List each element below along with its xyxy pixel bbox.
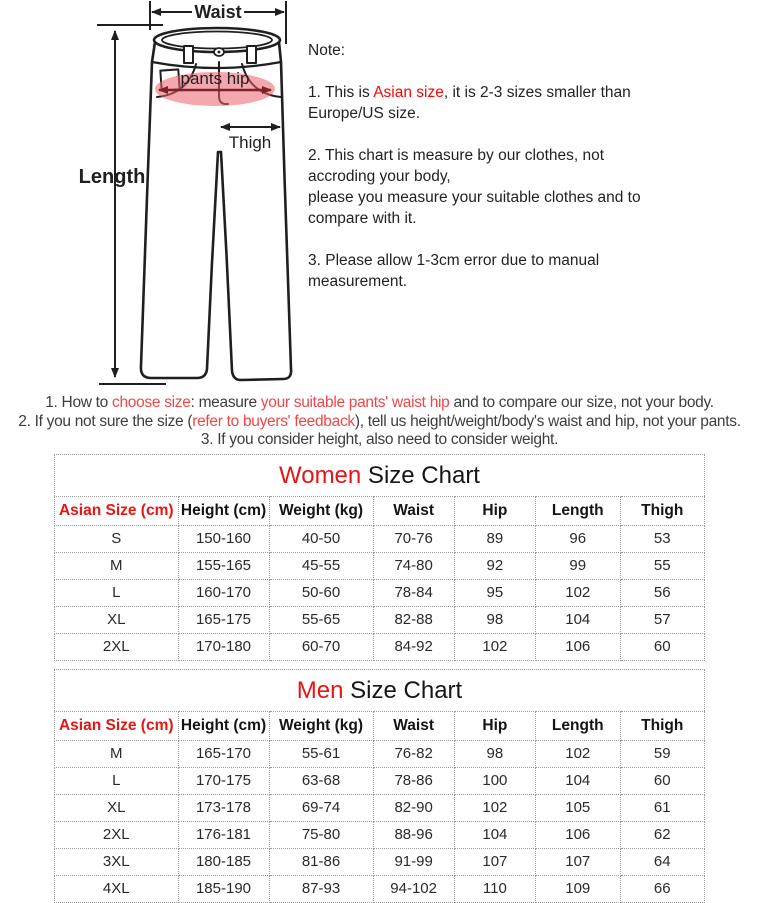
table-cell: 4XL — [55, 875, 179, 902]
table-cell: 2XL — [55, 633, 179, 660]
table-cell: 104 — [536, 606, 621, 633]
table-cell: S — [55, 525, 179, 552]
table-cell: 63-68 — [269, 767, 373, 794]
table-row — [55, 875, 705, 902]
men-size-table — [54, 711, 705, 903]
table-cell: 2XL — [55, 821, 179, 848]
women-size-table — [54, 496, 705, 661]
table-cell: 180-185 — [178, 848, 269, 875]
table-cell: 45-55 — [269, 552, 373, 579]
table-cell: 107 — [454, 848, 535, 875]
table-cell: 81-86 — [269, 848, 373, 875]
pants-measurement-diagram — [0, 0, 310, 392]
thigh-label: Thigh — [228, 133, 272, 152]
instruction-line-1: 1. How to choose size: measure your suitable pants' waist hip and to compare our size, not your body. — [45, 394, 714, 411]
table-row — [55, 821, 705, 848]
table-cell: 70-76 — [373, 525, 454, 552]
table-cell: 107 — [536, 848, 621, 875]
table-row — [55, 767, 705, 794]
table-cell: 176-181 — [178, 821, 269, 848]
table-cell: L — [55, 579, 179, 606]
column-header: Hip — [454, 711, 535, 740]
table-cell: 69-74 — [269, 794, 373, 821]
table-cell: 91-99 — [373, 848, 454, 875]
column-header: Height (cm) — [178, 711, 269, 740]
table-row — [55, 740, 705, 767]
note-2: 2. This chart is measure by our clothes, not accroding your body, please you measure your suitable clothes and to compare with it. — [308, 147, 641, 227]
table-cell: 173-178 — [178, 794, 269, 821]
column-header: Asian Size (cm) — [55, 711, 179, 740]
table-cell: 75-80 — [269, 821, 373, 848]
table-cell: 155-165 — [178, 552, 269, 579]
instruction-line-3: 3. If you consider height, also need to consider weight. — [200, 431, 559, 449]
table-cell: 98 — [454, 606, 535, 633]
hip-label: pants hip — [180, 69, 250, 88]
table-cell: 76-82 — [373, 740, 454, 767]
belt-loop — [184, 46, 193, 63]
table-cell: 57 — [620, 606, 705, 633]
table-row — [55, 633, 705, 660]
table-row — [55, 525, 705, 552]
table-cell: 102 — [454, 794, 535, 821]
table-cell: 59 — [620, 740, 705, 767]
table-cell: 74-80 — [373, 552, 454, 579]
table-cell: 104 — [454, 821, 535, 848]
table-cell: 84-92 — [373, 633, 454, 660]
table-cell: 102 — [536, 579, 621, 606]
table-cell: 3XL — [55, 848, 179, 875]
table-cell: 61 — [620, 794, 705, 821]
note-3: 3. Please allow 1-3cm error due to manual measurement. — [308, 252, 600, 290]
table-cell: M — [55, 740, 179, 767]
table-cell: 60 — [620, 633, 705, 660]
table-cell: 88-96 — [373, 821, 454, 848]
column-header: Thigh — [620, 711, 705, 740]
waist-label: Waist — [194, 2, 242, 22]
men-size-chart — [54, 669, 705, 903]
table-row — [55, 848, 705, 875]
table-cell: 55-61 — [269, 740, 373, 767]
table-cell: 89 — [454, 525, 535, 552]
column-header: Asian Size (cm) — [55, 496, 179, 525]
header-row — [55, 711, 705, 740]
table-cell: 106 — [536, 633, 621, 660]
column-header: Length — [536, 496, 621, 525]
table-row — [55, 794, 705, 821]
table-cell: 106 — [536, 821, 621, 848]
table-cell: L — [55, 767, 179, 794]
table-cell: 100 — [454, 767, 535, 794]
table-cell: XL — [55, 606, 179, 633]
table-cell: 87-93 — [269, 875, 373, 902]
table-row — [55, 579, 705, 606]
table-cell: M — [55, 552, 179, 579]
table-cell: 82-88 — [373, 606, 454, 633]
asian-size-highlight: Asian size — [373, 84, 444, 101]
table-cell: 64 — [620, 848, 705, 875]
table-cell: 170-175 — [178, 767, 269, 794]
table-cell: 94-102 — [373, 875, 454, 902]
column-header: Weight (kg) — [269, 496, 373, 525]
table-cell: 40-50 — [269, 525, 373, 552]
table-cell: 92 — [454, 552, 535, 579]
column-header: Waist — [373, 711, 454, 740]
table-cell: 50-60 — [269, 579, 373, 606]
table-cell: 98 — [454, 740, 535, 767]
table-cell: 60 — [620, 767, 705, 794]
table-cell: 102 — [536, 740, 621, 767]
table-cell: 78-84 — [373, 579, 454, 606]
table-cell: 110 — [454, 875, 535, 902]
table-cell: 185-190 — [178, 875, 269, 902]
table-row — [55, 552, 705, 579]
women-size-chart — [54, 454, 705, 661]
table-cell: 56 — [620, 579, 705, 606]
table-cell: 105 — [536, 794, 621, 821]
length-label: Length — [78, 166, 146, 188]
table-cell: 55-65 — [269, 606, 373, 633]
table-cell: 104 — [536, 767, 621, 794]
table-cell: 170-180 — [178, 633, 269, 660]
instruction-line-2: 2. If you not sure the size (refer to buyers' feedback), tell us height/weight/body's waist and hip, not your pants. — [18, 412, 741, 430]
measurement-section — [0, 0, 759, 392]
table-cell: 78-86 — [373, 767, 454, 794]
women-chart-title: Women Size Chart — [54, 454, 705, 496]
column-header: Hip — [454, 496, 535, 525]
table-cell: 102 — [454, 633, 535, 660]
column-header: Height (cm) — [178, 496, 269, 525]
table-row — [55, 606, 705, 633]
notes-heading: Note: — [308, 42, 346, 59]
table-cell: 165-175 — [178, 606, 269, 633]
notes-block — [308, 40, 738, 313]
belt-loop — [247, 46, 256, 63]
table-cell: 160-170 — [178, 579, 269, 606]
column-header: Thigh — [620, 496, 705, 525]
table-cell: 53 — [620, 525, 705, 552]
table-cell: 150-160 — [178, 525, 269, 552]
table-cell: 109 — [536, 875, 621, 902]
header-row — [55, 496, 705, 525]
table-cell: XL — [55, 794, 179, 821]
column-header: Waist — [373, 496, 454, 525]
table-cell: 165-170 — [178, 740, 269, 767]
men-chart-title: Men Size Chart — [54, 669, 705, 711]
table-cell: 55 — [620, 552, 705, 579]
sizing-instructions — [0, 394, 759, 450]
table-cell: 95 — [454, 579, 535, 606]
table-cell: 96 — [536, 525, 621, 552]
column-header: Weight (kg) — [269, 711, 373, 740]
table-cell: 60-70 — [269, 633, 373, 660]
column-header: Length — [536, 711, 621, 740]
table-cell: 82-90 — [373, 794, 454, 821]
note-1: 1. This is Asian size, it is 2-3 sizes smaller than Europe/US size. — [308, 84, 631, 122]
table-cell: 99 — [536, 552, 621, 579]
table-cell: 66 — [620, 875, 705, 902]
table-cell: 62 — [620, 821, 705, 848]
